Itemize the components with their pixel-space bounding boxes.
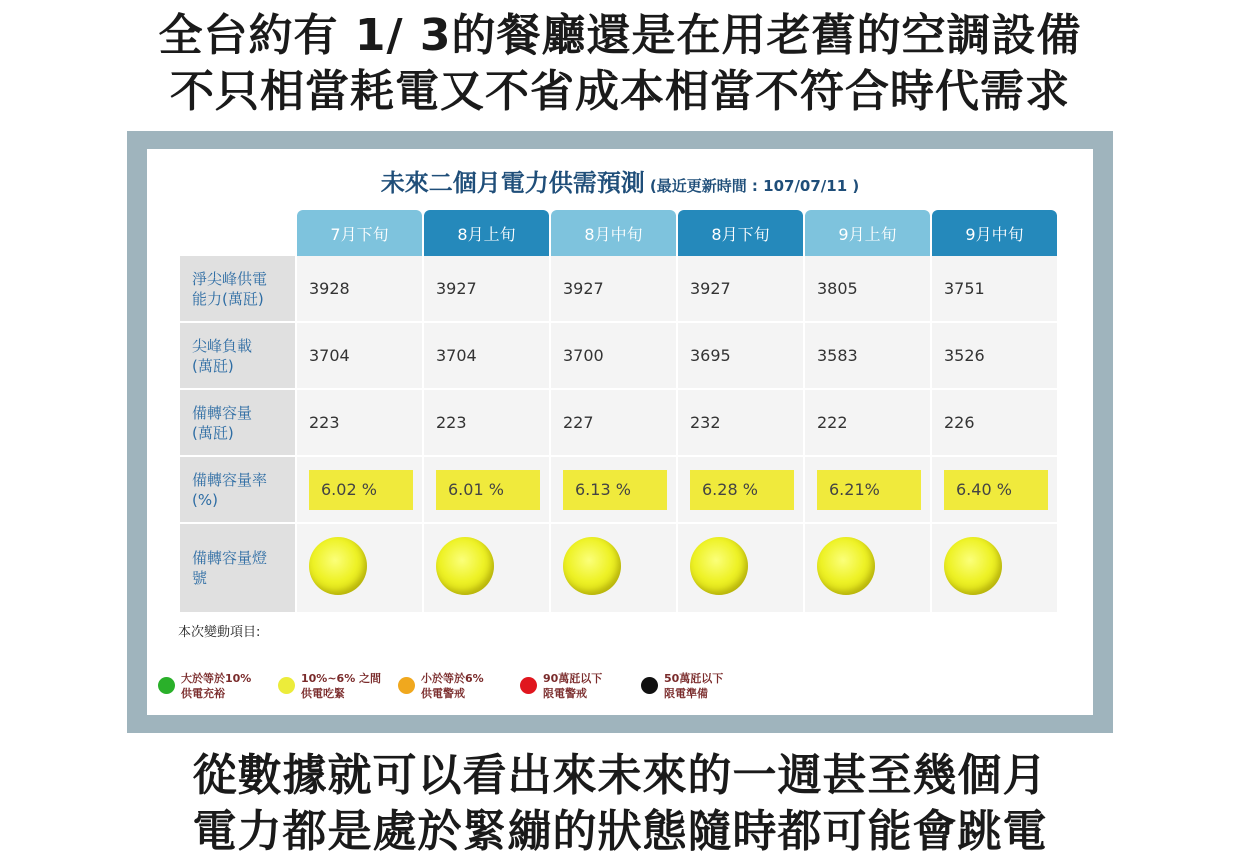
panel-title: 未來二個月電力供需預測 <box>380 169 645 197</box>
panel-title-row <box>147 163 1093 198</box>
legend-item-red <box>520 671 602 701</box>
legend-line: 大於等於10% <box>181 672 252 685</box>
row-label-line: 備轉容量燈 <box>192 549 268 567</box>
row-label-line: (%) <box>192 490 218 509</box>
row-label-line: 備轉容量 <box>192 403 253 422</box>
table-row <box>180 524 1057 614</box>
table-cell <box>551 457 676 524</box>
yellow-light-icon <box>436 537 494 595</box>
table-cell <box>805 457 930 524</box>
legend-line: 50萬瓩以下 <box>664 672 724 685</box>
table-cell: 223 <box>424 390 549 457</box>
legend-item-black <box>641 671 723 701</box>
table-cell <box>424 457 549 524</box>
yellow-light-icon <box>944 537 1002 595</box>
table-row <box>180 457 1057 524</box>
green-dot-icon <box>158 677 175 694</box>
black-dot-icon <box>641 677 658 694</box>
table-cell: 3700 <box>551 323 676 390</box>
table-cell <box>297 457 422 524</box>
table-cell: 3927 <box>678 256 803 323</box>
table-cell <box>678 524 803 614</box>
legend-text <box>301 671 381 701</box>
red-dot-icon <box>520 677 537 694</box>
table-cell <box>424 524 549 614</box>
legend-text <box>421 671 484 701</box>
light-legend <box>158 671 1088 707</box>
yellow-dot-icon <box>278 677 295 694</box>
reserve-rate-badge: 6.28 % <box>690 470 794 510</box>
table-cell: 227 <box>551 390 676 457</box>
column-header: 9月上旬 <box>805 210 930 256</box>
table-row <box>180 323 1057 390</box>
top-caption-line-2: 不只相當耗電又不省成本相當不符合時代需求 <box>170 66 1070 117</box>
header-blank <box>180 210 295 256</box>
table-cell: 223 <box>297 390 422 457</box>
table-cell <box>551 524 676 614</box>
row-label <box>180 524 295 614</box>
table-cell: 3583 <box>805 323 930 390</box>
table-cell: 3927 <box>424 256 549 323</box>
legend-text <box>664 671 723 701</box>
legend-line: 供電充裕 <box>181 687 225 700</box>
table-cell: 3928 <box>297 256 422 323</box>
table-cell <box>932 457 1057 524</box>
table-cell: 222 <box>805 390 930 457</box>
forecast-frame <box>127 131 1113 733</box>
bottom-caption <box>0 748 1240 860</box>
row-label-line: 備轉容量率 <box>192 470 268 489</box>
forecast-table <box>178 210 1059 614</box>
table-cell <box>932 524 1057 614</box>
row-label-line: 淨尖峰供電 <box>192 269 268 288</box>
row-label <box>180 457 295 524</box>
reserve-rate-badge: 6.13 % <box>563 470 667 510</box>
table-row <box>180 256 1057 323</box>
table-cell: 3695 <box>678 323 803 390</box>
legend-line: 限電警戒 <box>543 687 587 700</box>
row-label-line: 號 <box>192 569 208 587</box>
row-label-line: 能力(萬瓩) <box>192 289 264 308</box>
column-header: 8月上旬 <box>424 210 549 256</box>
row-label-line: (萬瓩) <box>192 423 234 442</box>
table-cell: 3805 <box>805 256 930 323</box>
table-cell: 3704 <box>424 323 549 390</box>
reserve-rate-badge: 6.01 % <box>436 470 540 510</box>
reserve-rate-badge: 6.40 % <box>944 470 1048 510</box>
table-cell: 3704 <box>297 323 422 390</box>
table-cell: 3526 <box>932 323 1057 390</box>
top-caption <box>0 8 1240 120</box>
legend-item-yellow <box>278 671 381 701</box>
reserve-rate-badge: 6.21% <box>817 470 921 510</box>
column-header: 8月中旬 <box>551 210 676 256</box>
table-row <box>180 390 1057 457</box>
yellow-light-icon <box>309 537 367 595</box>
bottom-caption-line-2: 電力都是處於緊繃的狀態隨時都可能會跳電 <box>192 806 1048 857</box>
legend-line: 供電警戒 <box>421 687 465 700</box>
legend-line: 小於等於6% <box>421 672 484 685</box>
orange-dot-icon <box>398 677 415 694</box>
yellow-light-icon <box>690 537 748 595</box>
top-caption-line-1: 全台約有 1/ 3的餐廳還是在用老舊的空調設備 <box>158 10 1082 61</box>
row-label <box>180 323 295 390</box>
legend-text <box>181 671 251 701</box>
header-row <box>180 210 1057 256</box>
row-label <box>180 390 295 457</box>
row-label <box>180 256 295 323</box>
row-label-line: (萬瓩) <box>192 356 234 375</box>
legend-line: 90萬瓩以下 <box>543 672 603 685</box>
column-header: 9月中旬 <box>932 210 1057 256</box>
table-cell: 232 <box>678 390 803 457</box>
table-cell <box>805 524 930 614</box>
table-cell <box>297 524 422 614</box>
table-cell: 3927 <box>551 256 676 323</box>
bottom-caption-line-1: 從數據就可以看出來未來的一週甚至幾個月 <box>192 750 1048 801</box>
panel-update-time: (最近更新時間 : 107/07/11 ) <box>649 177 860 195</box>
legend-item-green <box>158 671 251 701</box>
table-cell: 3751 <box>932 256 1057 323</box>
yellow-light-icon <box>563 537 621 595</box>
table-cell <box>678 457 803 524</box>
legend-text <box>543 671 602 701</box>
yellow-light-icon <box>817 537 875 595</box>
reserve-rate-badge: 6.02 % <box>309 470 413 510</box>
legend-item-orange <box>398 671 484 701</box>
legend-line: 10%~6% 之間 <box>301 672 382 685</box>
legend-line: 限電準備 <box>664 687 708 700</box>
row-label-line: 尖峰負載 <box>192 336 253 355</box>
legend-line: 供電吃緊 <box>301 687 345 700</box>
column-header: 7月下旬 <box>297 210 422 256</box>
changes-label: 本次變動項目: <box>178 625 261 640</box>
table-cell: 226 <box>932 390 1057 457</box>
column-header: 8月下旬 <box>678 210 803 256</box>
forecast-panel <box>147 149 1093 715</box>
